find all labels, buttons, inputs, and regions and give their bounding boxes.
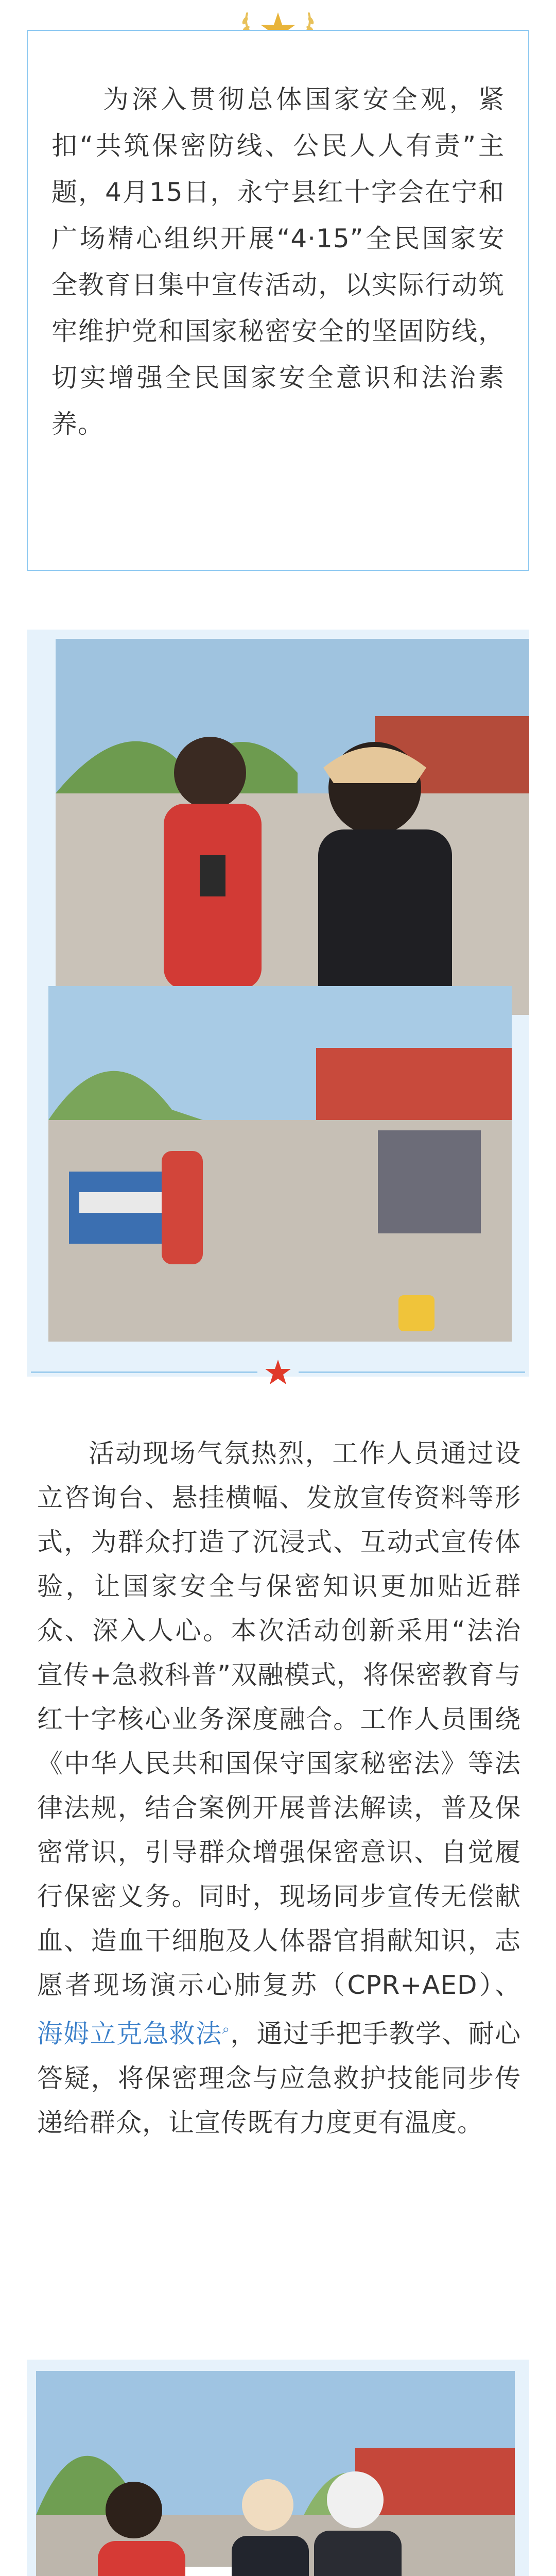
activity-text-end: ，通过手把手教学、耐心答疑，将保密理念与应急救护技能同步传递给群众，让宣传既有力度更有温度。 [37,2019,522,2138]
photo-volunteer-consultation [56,639,529,1015]
intro-paragraph: 为深入贯彻总体国家安全观，紧扣“共筑保密防线、公民人人有责”主题，4月15日，永宁县红十字会在宁和广场精心组织开展“4·15”全民国家安全教育日集中宣传活动，以实际行动筑牢维护党和国家秘密安全的坚固防线，切实增强全民国家安全意识和法治素养。 [51,84,505,439]
section-divider-right [299,1371,525,1373]
activity-paragraph [37,1431,521,2145]
star-icon [264,1358,292,1387]
section-divider-left [31,1371,257,1373]
photo-volunteers-handing-leaflets [36,2371,515,2576]
search-icon[interactable]: ⌕ [222,2022,231,2037]
photo-information-desk [48,986,512,1342]
activity-text-start: 活动现场气氛热烈，工作人员通过设立咨询台、悬挂横幅、发放宣传资料等形式，为群众打造了沉浸式、互动式宣传体验，让国家安全与保密知识更加贴近群众、深入人心。本次活动创新采用“法治宣传+急救科普”双融模式，将保密教育与红十字核心业务深度融合。工作人员围绕《中华人民共和国保守国家秘密法》等法律法规，结合案例开展普法解读，普及保密常识，引导群众增强保密意识、自觉履行保密义务。同时，现场同步宣传无偿献血、造血干细胞及人体器官捐献知识，志愿者现场演示心肺复苏（CPR+AED）、 [37,1438,521,2000]
heimlich-link[interactable]: 海姆立克急救法 [37,2019,222,2049]
